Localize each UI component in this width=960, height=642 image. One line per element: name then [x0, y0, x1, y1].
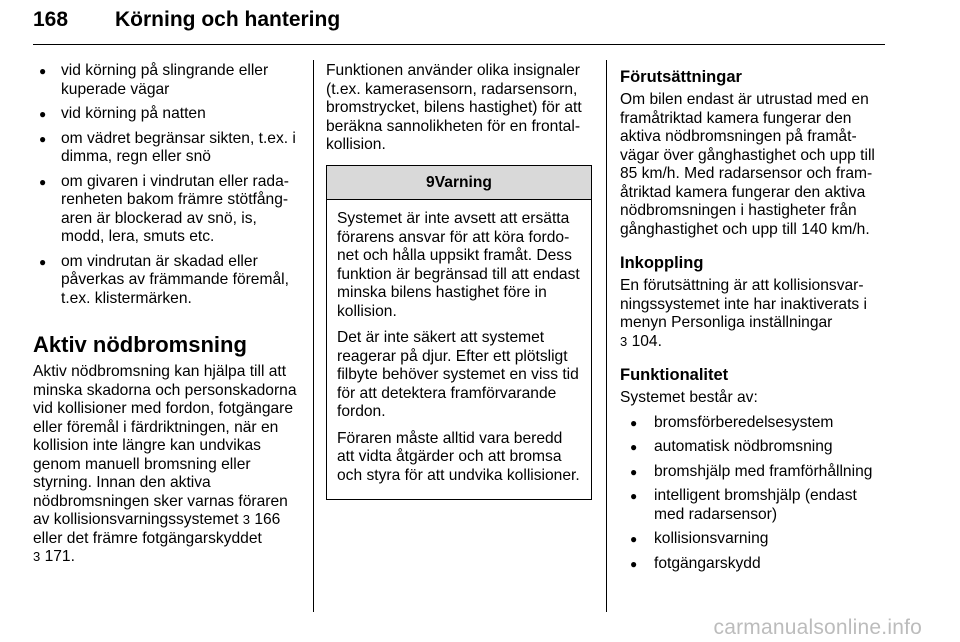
column-3 — [620, 62, 888, 579]
page-ref-link[interactable]: 104. — [631, 332, 662, 350]
warning-paragraph: Föraren måste alltid vara beredd att vidta åtgärder och att bromsa och styra för att undvika kollisioner. — [337, 429, 580, 484]
subheading-funktionalitet: Funktionalitet — [620, 366, 729, 384]
warning-body — [327, 200, 591, 499]
chapter-title: Körning och hantering — [115, 8, 341, 31]
paragraph: Systemet består av: — [620, 389, 758, 406]
paragraph-text: En förutsättning är att kollisionsvarningssystemet inte har inaktiverats i menyn Personliga inställningar — [620, 277, 868, 331]
list-item: ● kollisionsvarning — [624, 530, 888, 549]
warning-paragraph: Det är inte säkert att systemet reagerar på djur. Efter ett plötsligt filbyte behöver systemet en viss tid för att detektera framförvarande fordon. — [337, 329, 579, 420]
watermark: carmanualsonline.info — [713, 616, 922, 639]
page-ref-arrow-icon: 3 — [33, 549, 41, 564]
column-divider-2 — [606, 60, 607, 612]
column-divider-1 — [313, 60, 314, 612]
warning-title: Varning — [434, 173, 492, 191]
warning-header — [327, 166, 591, 201]
paragraph-text: Aktiv nödbromsning kan hjälpa till att minska skadorna och personskadorna vid kollisioner med fordon, fotgängare eller föremål i färdriktningen, när en kollision inte längre kan undvikas genom manuell bromsning eller styrning. Innan den aktiva nödbromsningen sker varnas föraren av kollisionsvarningssystemet — [33, 363, 297, 528]
paragraph-text: eller det främre fotgängarskyddet — [33, 529, 262, 547]
header-rule — [33, 44, 885, 45]
page-ref-arrow-icon: 3 — [620, 333, 628, 349]
section-heading-aktiv-nodbromsning: Aktiv nödbromsning — [33, 332, 247, 357]
column-2 — [326, 62, 592, 500]
page-header — [33, 8, 929, 44]
page-ref-link[interactable]: 166 — [254, 511, 281, 528]
list-item: ● om givaren i vindrutan eller radarenheten bakom främre stötfångaren är blockerad av snö, is, modd, lera, smuts etc. — [33, 173, 298, 247]
list-item: ● vid körning på natten — [33, 105, 298, 124]
list-item: ● intelligent bromshjälp (endast med radarsensor) — [624, 487, 888, 524]
warning-icon: 9 — [426, 173, 435, 191]
list-item: ● bromshjälp med framförhållning — [624, 463, 888, 482]
section-paragraph — [33, 363, 298, 567]
page-ref-link[interactable]: 171. — [44, 548, 75, 565]
list-item: ● vid körning på slingrande eller kuperade vägar — [33, 62, 298, 99]
subheading-inkoppling: Inkoppling — [620, 254, 704, 272]
paragraph — [620, 277, 888, 351]
list-item: ● automatisk nödbromsning — [624, 438, 888, 457]
warning-box — [326, 165, 592, 501]
list-item: ● om vindrutan är skadad eller påverkas av främmande föremål, t.ex. klistermärken. — [33, 253, 298, 309]
column-1 — [33, 62, 298, 573]
list-item: ● fotgängarskydd — [624, 555, 888, 574]
warning-paragraph: Systemet är inte avsett att ersätta förarens ansvar för att köra fordonet och hålla uppsikt framåt. Dess funktion är begränsad till att endast minska bilens hastighet före in kollision. — [337, 210, 580, 320]
page-number: 168 — [33, 8, 69, 31]
subheading-forutsattningar: Förutsättningar — [620, 68, 742, 86]
page-ref-arrow-icon: 3 — [242, 512, 250, 527]
paragraph: Om bilen endast är utrustad med en framåtriktad kamera fungerar den aktiva nödbromsningen på framåtvägar över gånghastighet och upp till 85 km/h. Med radarsensor och framåtriktad kamera fungerar den aktiva nödbromsningen i hastigheter från gånghastighet och upp till 140 km/h. — [620, 91, 875, 238]
list-item: ● bromsförberedelsesystem — [624, 414, 888, 433]
intro-paragraph: Funktionen använder olika insignaler (t.ex. kamerasensorn, radarsensorn, bromstrycket, bilens hastighet) för att beräkna sannolikheten för en frontalkollision. — [326, 62, 582, 153]
feature-list — [620, 414, 888, 574]
condition-list — [33, 62, 298, 308]
list-item: ● om vädret begränsar sikten, t.ex. i dimma, regn eller snö — [33, 130, 298, 167]
